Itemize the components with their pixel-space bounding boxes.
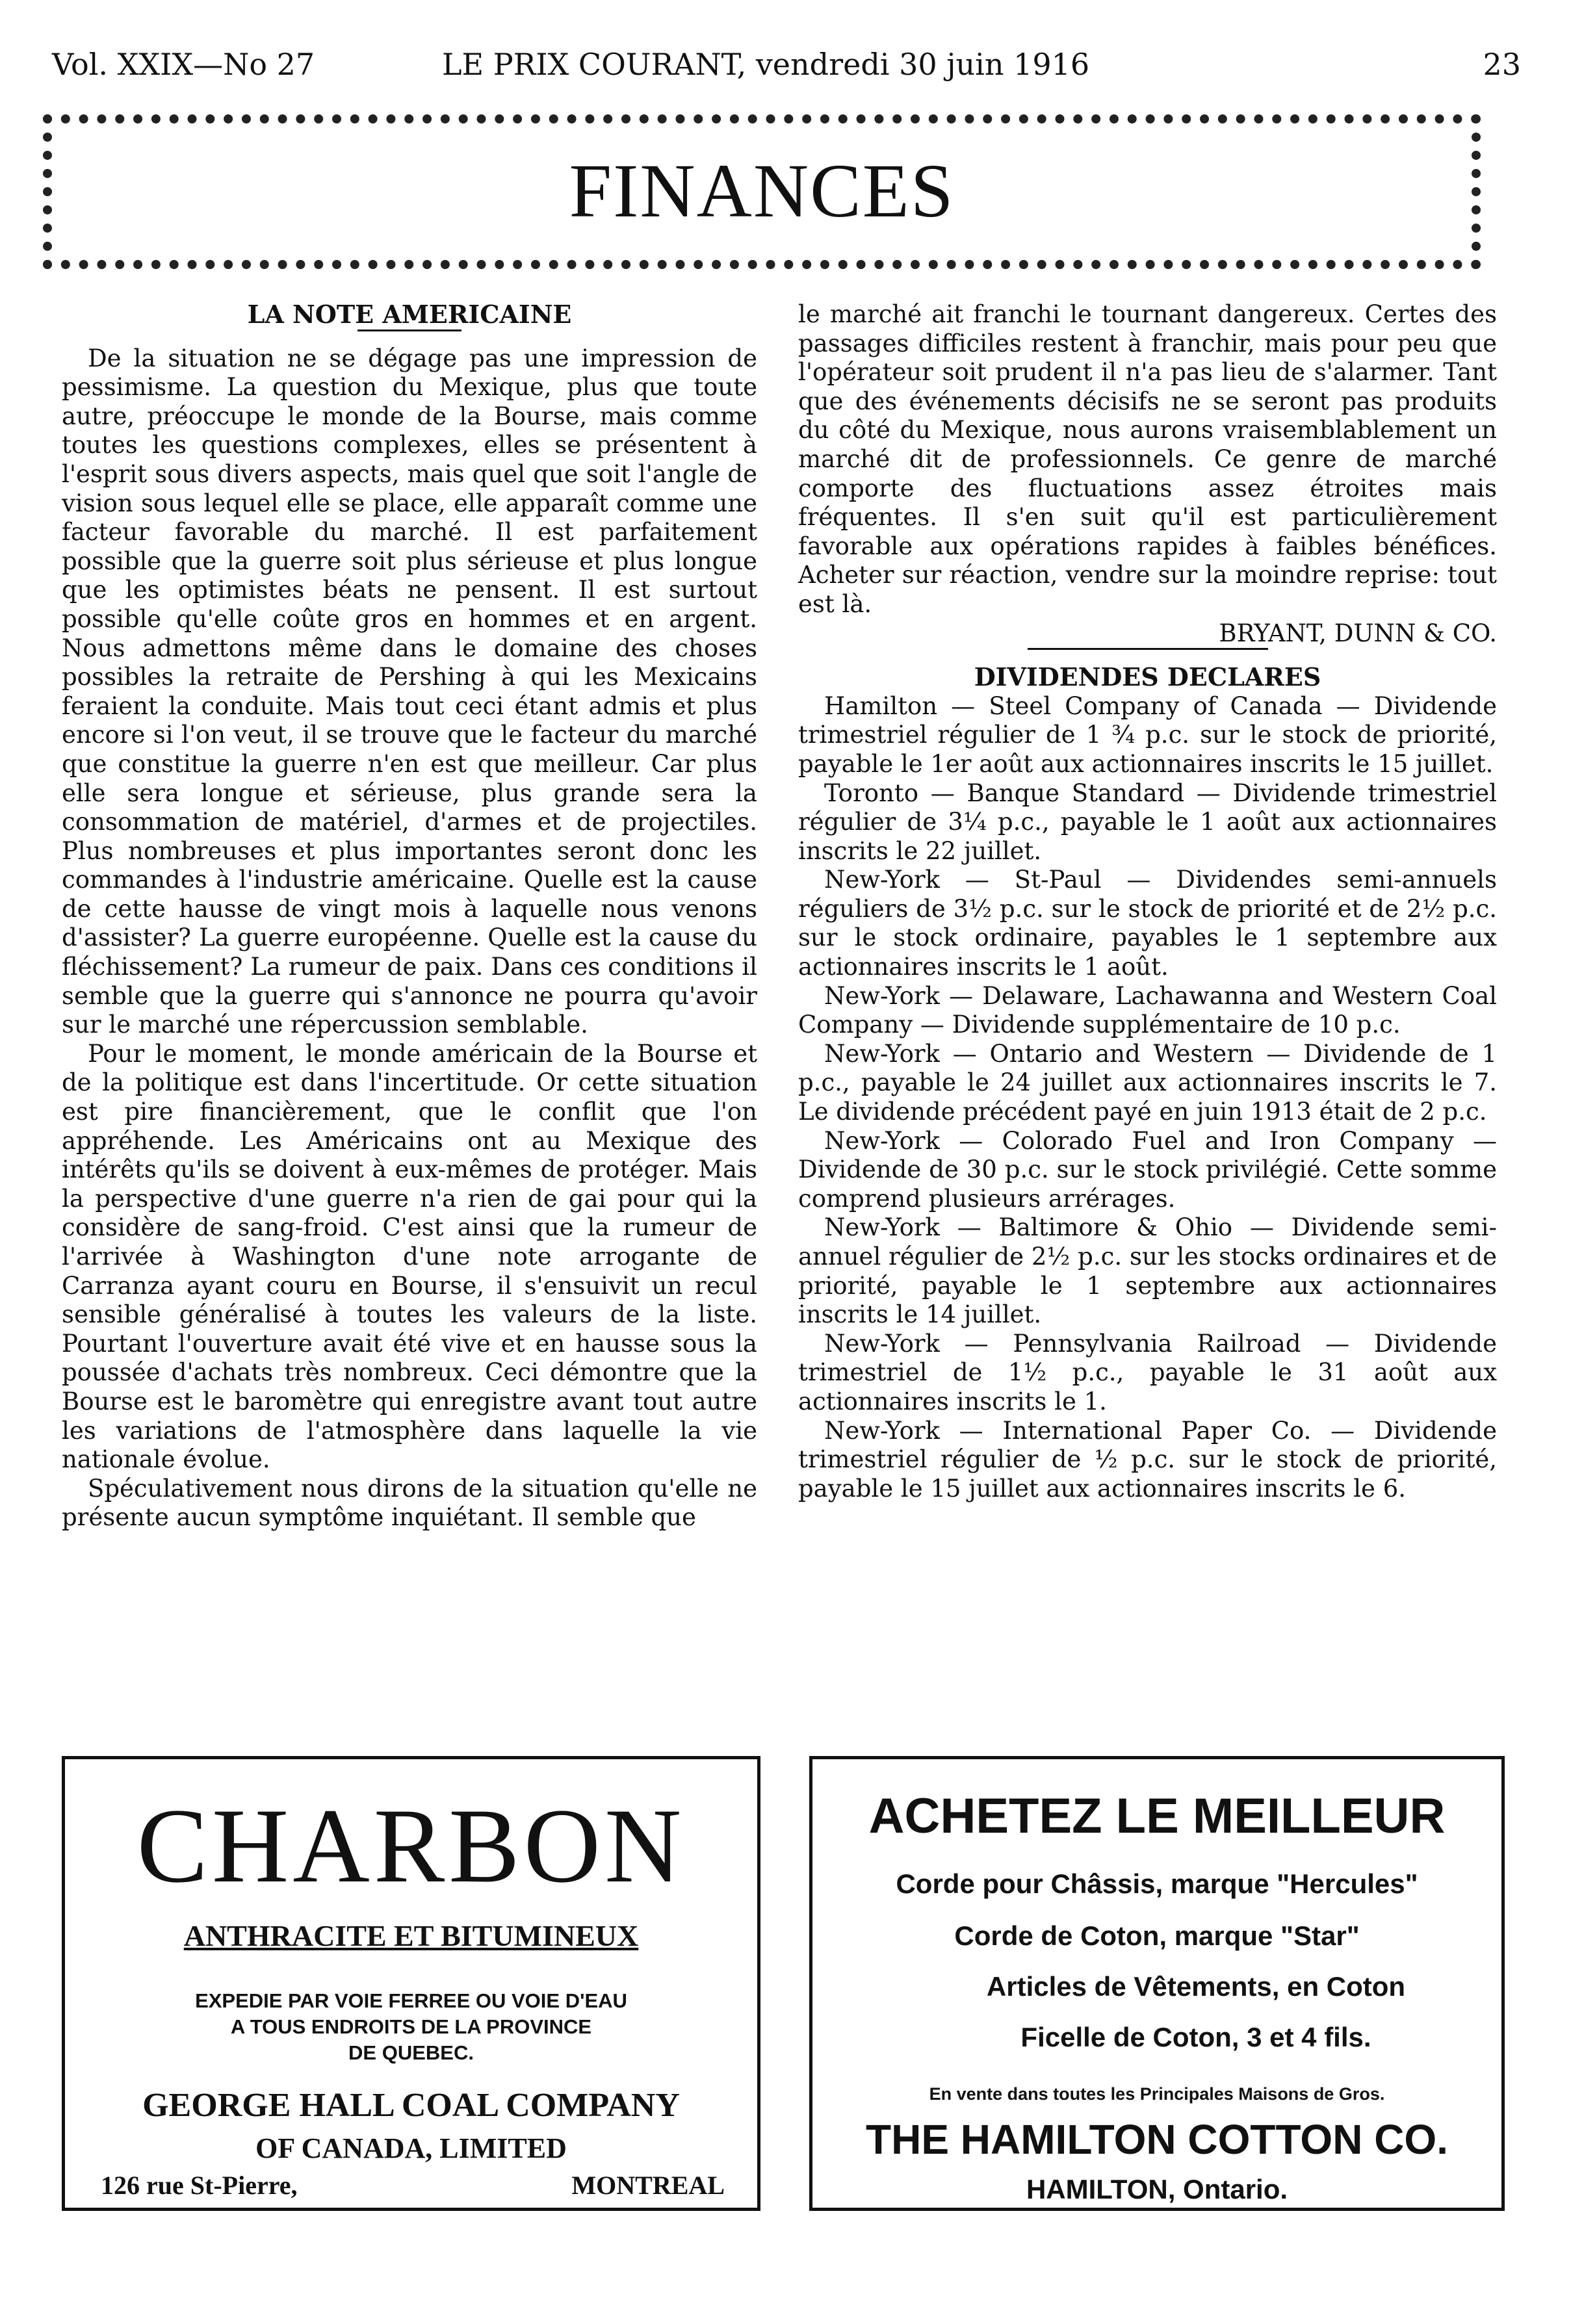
ad-product-line: Corde de Coton, marque "Star" <box>954 1920 1360 1951</box>
ad-subheadline: ANTHRACITE ET BITUMINEUX <box>183 1919 639 1952</box>
coal-advertisement <box>62 1756 760 2211</box>
ad-product-line: Corde pour Châssis, marque "Hercules" <box>896 1868 1418 1899</box>
ad-company <box>91 2084 731 2170</box>
ad-headline: ACHETEZ LE MEILLEUR <box>868 1788 1446 1844</box>
ad-note: En vente dans toutes les Principales Maisons de Gros. <box>929 2084 1385 2104</box>
section-rule <box>1028 648 1268 650</box>
dividend-item: New-York — Colorado Fuel and Iron Company — Dividende de 30 p.c. sur le stock privilégié. Cette somme comprend plusieurs arrérages. <box>798 1126 1497 1213</box>
article-continuation: le marché ait franchi le tournant dangereux. Certes des passages difficiles restent à franchir, mais pour peu que l'opérateur soit prudent il n'a pas lieu de s'alarmer. Tant que des événements décisifs ne se seront pas produits du côté du Mexique, nous aurons vraisemblablement un marché dit de professionnels. Ce genre de marché comporte des fluctuations assez étroites mais fréquentes. Il s'en suit qu'il est particulièrement favorable aux opérations rapides à faibles bénéfices. Acheter sur réaction, vendre sur la moindre reprise: tout est là. <box>798 300 1497 618</box>
dividend-item: New-York — Ontario and Western — Dividende de 1 p.c., payable le 24 juillet aux actionnaires inscrits le 7. Le dividende précédent payé en juin 1913 était de 2 p.c. <box>798 1039 1497 1126</box>
volume-number: Vol. XXIX—No 27 <box>52 47 315 82</box>
cotton-advertisement <box>809 1756 1505 2211</box>
dividend-item: Toronto — Banque Standard — Dividende trimestriel régulier de 3¼ p.c., payable le 1 août aux actionnaires inscrits le 22 juillet. <box>798 779 1497 865</box>
ad-text-line: A TOUS ENDROITS DE LA PROVINCE <box>230 2015 592 2038</box>
ad-product-line: Articles de Vêtements, en Coton <box>986 1971 1406 2002</box>
ad-company: THE HAMILTON COTTON CO. <box>866 2116 1448 2163</box>
dividend-item: New-York — St-Paul — Dividendes semi-annuels réguliers de 3½ p.c. sur le stock de priorité et de 2½ p.c. sur le stock ordinaire, payables le 1 septembre aux actionnaires inscrits le 1 août. <box>798 866 1497 981</box>
section-banner <box>43 114 1481 269</box>
dividends-title: DIVIDENDES DECLARES <box>974 662 1321 692</box>
dividend-item: New-York — Baltimore & Ohio — Dividende semi-annuel régulier de 2½ p.c. sur les stocks ordinaires et de priorité, payable le 1 septembre aux actionnaires inscrits le 14 juillet. <box>798 1213 1497 1329</box>
ad-shipping-info <box>104 1988 718 2066</box>
article-column-left <box>62 300 757 1532</box>
dividend-item: New-York — International Paper Co. — Dividende trimestriel régulier de ½ p.c. sur le stock de priorité, payable le 15 juillet aux actionnaires inscrits le 6. <box>798 1416 1497 1503</box>
article-title: LA NOTE AMERICAINE <box>247 300 572 329</box>
ad-company-name-2: OF CANADA, LIMITED <box>255 2132 567 2164</box>
article-paragraph: De la situation ne se dégage pas une impression de pessimisme. La question du Mexique, plus que toute autre, préoccupe le monde de la Bourse, mais comme toutes les questions complexes, elles se présentent à l'esprit sous divers aspects, mais quel que soit l'angle de vision sous lequel elle se place, elle apparaît comme une facteur favorable du marché. Il est parfaitement possible que la guerre soit plus sérieuse et plus longue que les optimistes béats ne pensent. Il est surtout possible qu'elle coûte gros en hommes et en argent. Nous admettons même dans le domaine des choses possibles la retraite de Pershing à qui les Mexicains feraient la conduite. Mais tout ceci étant admis et plus encore si l'on veut, il se trouve que le facteur du marché que constitue la guerre n'en est que meilleur. Car plus elle sera longue et sérieuse, plus grande sera la consommation de matériel, d'armes et de projectiles. Plus nombreuses et plus importantes seront donc les commandes à l'industrie américaine. Quelle est la cause de cette hausse de vingt mois à laquelle nous venons d'assister? La guerre européenne. Quelle est la cause du fléchissement? La rumeur de paix. Dans ces conditions il semble que la guerre qui s'annonce ne pourra qu'avoir sur le marché une répercussion semblable. <box>62 344 757 1039</box>
ad-text-line: EXPEDIE PAR VOIE FERREE OU VOIE D'EAU <box>195 1989 627 2012</box>
article-paragraph: Pour le moment, le monde américain de la Bourse et de la politique est dans l'incertitude. Or cette situation est pire financièrement, que le conflit que l'on appréhende. Les Américains ont au Mexique des intérêts qu'ils se doivent à eux-mêmes de protéger. Mais la perspective d'une guerre n'a rien de gai pour qui la considère de sang-froid. C'est ainsi que la rumeur de l'arrivée à Washington d'une note arrogante de Carranza ayant couru en Bourse, il s'ensuivit un recul sensible généralisé à toutes les valeurs de la liste. Pourtant l'ouverture avait été vive et en hausse sous la poussée d'achats très nombreux. Ceci démontre que la Bourse est le baromètre qui enregistre avant tout autre les variations de l'atmosphère dans laquelle la vie nationale évolue. <box>62 1039 757 1474</box>
title-rule <box>357 329 461 331</box>
section-title: FINANCES <box>569 148 955 233</box>
ad-product-line: Ficelle de Coton, 3 et 4 fils. <box>1020 2022 1371 2052</box>
ad-company-name: GEORGE HALL COAL COMPANY <box>142 2087 680 2124</box>
ad-text-line: DE QUEBEC. <box>348 2041 474 2064</box>
page-number: 23 <box>1483 47 1521 82</box>
dividend-item: New-York — Pennsylvania Railroad — Dividende trimestriel de 1½ p.c., payable le 31 août aux actionnaires inscrits le 1. <box>798 1329 1497 1415</box>
article-signature: BRYANT, DUNN & CO. <box>1219 619 1497 647</box>
ad-headline: CHARBON <box>136 1787 686 1905</box>
article-column-right <box>798 300 1497 1503</box>
ad-city: MONTREAL <box>571 2171 725 2200</box>
dividend-item: New-York — Delaware, Lachawanna and Western Coal Company — Dividende supplémentaire de 10 p.c. <box>798 981 1497 1039</box>
article-paragraph: Spéculativement nous dirons de la situation qu'elle ne présente aucun symptôme inquiétant. Il semble que <box>62 1474 757 1532</box>
page-header <box>52 47 1521 86</box>
ad-city: HAMILTON, Ontario. <box>1026 2174 1288 2204</box>
dividend-item: Hamilton — Steel Company of Canada — Dividende trimestriel régulier de 1 ¾ p.c. sur le stock de priorité, payable le 1er août aux actionnaires inscrits le 15 juillet. <box>798 691 1497 778</box>
ad-address: 126 rue St-Pierre, <box>101 2171 298 2200</box>
publication-title: LE PRIX COURANT, vendredi 30 juin 1916 <box>442 47 1090 82</box>
